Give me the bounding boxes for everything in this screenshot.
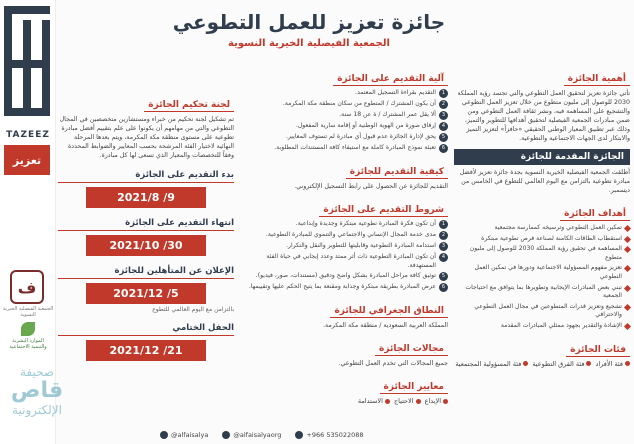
instagram-contact[interactable]: @alfaisalyaorg bbox=[222, 431, 281, 439]
society-logo-icon: ف bbox=[10, 270, 44, 304]
bullet-icon bbox=[624, 265, 631, 272]
intro-heading: الجائزة المقدمة للجائزة bbox=[454, 149, 630, 165]
page-title: جائزة تعزيز للعمل التطوعي bbox=[172, 10, 446, 34]
date-value: 2021/12 /21 bbox=[86, 340, 206, 361]
dot-icon bbox=[625, 361, 630, 366]
criteria-item: الإبداع bbox=[425, 397, 448, 405]
list-item: 6 عرض المبادرة بطريقة مبتكرة وجذابة ومقنعة بما يتيح الحكم عليها وتقييمها. bbox=[240, 283, 448, 292]
conditions-list bbox=[240, 220, 448, 292]
fields-heading: مجالات الجائزة bbox=[375, 343, 448, 356]
dot-icon bbox=[523, 361, 528, 366]
brand-arabic-name: تعزيز bbox=[4, 145, 50, 175]
categories-heading: فئات الجائزة bbox=[566, 344, 630, 357]
criteria-item: الاحتياج bbox=[394, 397, 421, 405]
number-badge: 1 bbox=[439, 89, 448, 98]
date-label: الإعلان عن المتأهلين للجائزة bbox=[58, 264, 234, 279]
how-text: التقديم للجائزة عن الحصول على رابط التسجيل الإلكتروني. bbox=[294, 183, 448, 190]
ministry-name: الموارد البشرية والتنمية الاجتماعية bbox=[9, 338, 47, 350]
number-badge: 3 bbox=[439, 111, 448, 120]
left-column bbox=[58, 92, 234, 361]
date-value: 2021/8 /9 bbox=[86, 187, 206, 208]
middle-column bbox=[240, 66, 448, 405]
criteria-heading: معايير الجائزة bbox=[380, 381, 448, 394]
list-item: تشجيع وتعزيز قدرات المتطوعين في مجال العمل التطوعي والاحترافي bbox=[454, 303, 630, 320]
date-label: بدء التقديم على الجائزة bbox=[58, 168, 234, 183]
brand-latin-name: TAZEEZ bbox=[6, 130, 50, 140]
criteria-list bbox=[240, 397, 448, 405]
number-badge: 2 bbox=[439, 231, 448, 240]
categories-list bbox=[454, 360, 630, 368]
instagram-icon bbox=[222, 431, 230, 439]
scope-text: المملكة العربية السعودية / منطقة مكة المكرمة. bbox=[323, 322, 448, 330]
list-item: 2 مدى خدمة المجال الإنساني والاجتماعي والتنموي للمبادرة التطوعية. bbox=[240, 231, 448, 240]
number-badge: 6 bbox=[439, 283, 448, 292]
category-item: فئة الفرق التطوعية bbox=[532, 360, 591, 368]
how-heading: كيفية التقديم للجائزة bbox=[346, 166, 448, 179]
bullet-icon bbox=[624, 323, 631, 330]
list-item: 3 ألا يقل عمر المشترك / ة عن 18 سنة. bbox=[240, 111, 448, 120]
page-subtitle: الجمعية الفيصلية الخيرية النسوية bbox=[228, 38, 390, 49]
right-column bbox=[454, 66, 630, 368]
list-item: 1 أن تكون فكرة المبادرة تطوعية مبتكرة وجديدة وإبداعية. bbox=[240, 220, 448, 229]
tazeez-logo-mark bbox=[4, 6, 50, 126]
list-item: المساهمة في تحقيق رؤية المملكة 2030 للوصول إلى مليون متطوع bbox=[454, 245, 630, 262]
intro-text: أطلقت الجمعية الفيصلية الخيرية النسوية بجدة جائزة تعزيز لأفضل مبادرة تطوعية بالتزامن مع اليوم العالمي للتطوع في الخامس من ديسمبر. bbox=[459, 169, 630, 194]
goals-list bbox=[454, 224, 630, 331]
number-badge: 1 bbox=[439, 220, 448, 229]
dot-icon bbox=[385, 399, 390, 404]
committee-heading: لجنة تحكيم الجائزة bbox=[144, 99, 234, 112]
twitter-icon bbox=[160, 431, 168, 439]
committee-text: تم تشكيل لجنة تحكيم من خبراء ومستشارين متخصصين في المجال التطوعي والتي من مهامهم أن يكونوا على علم بتقييم أفضل مبادرة تطوعية على مستوى منطقة مكة المكرمة، ويتم بعدها المرحلة النهائية لاختيار الفئة المرشحة بحسب المعايير والضوابط المحددة وفقاً للتخصصات والمعيار الذي تسعى لها كل مبادرة. bbox=[59, 116, 234, 159]
about-text: تأتي جائزة تعزيز لتحقيق العمل التطوعي والتي تجسد رؤية المملكة 2030 للوصول إلى مليون متطوع من خلال تعزيز العمل التطوعي والتشجيع على المساهمة فيه، ونشر ثقافة العمل التطوعي ومن ضمن مبادرات الجمعية الفيصلية لتحقيق أهدافها للتطوير والتميز، وذلك عبر تطبيق المعيار الوطني الحقيقي «حافزاً» لتعزيز التميز والابتكار لدى الجهات الاجتماعية والتطوعية. bbox=[457, 90, 630, 142]
date-value: 2021/12 /5 bbox=[86, 283, 206, 304]
phone-icon bbox=[295, 431, 303, 439]
list-item: استقطاب الطاقات الكامنة لصناعة فرص تطوعية مبتكرة bbox=[454, 235, 630, 244]
watermark bbox=[2, 365, 72, 425]
dot-icon bbox=[416, 399, 421, 404]
phone-contact[interactable]: +966 535022088 bbox=[295, 431, 363, 439]
watermark-big: قاص bbox=[10, 378, 64, 403]
bullet-icon bbox=[624, 225, 631, 232]
bullet-icon bbox=[624, 246, 631, 253]
list-item: 2 أن يكون المشترك / المتطوع من سكان منطقة مكة المكرمة. bbox=[240, 100, 448, 109]
list-item: 6 تعبئة نموذج المبادرة كاملة مع استيفاء كافة المستندات المطلوبة. bbox=[240, 144, 448, 153]
twitter-contact[interactable]: @alfaisalya bbox=[160, 431, 208, 439]
number-badge: 4 bbox=[439, 122, 448, 131]
brand-strip bbox=[0, 0, 64, 444]
bullet-icon bbox=[624, 285, 631, 292]
category-item: فئة الأفراد bbox=[595, 360, 630, 368]
number-badge: 2 bbox=[439, 100, 448, 109]
date-note: بالتزامن مع اليوم العالمي للتطوع bbox=[152, 306, 234, 313]
mechanism-list bbox=[240, 89, 448, 153]
number-badge: 3 bbox=[439, 242, 448, 251]
list-item: 3 استدامة المبادرة التطوعية وقابليتها للتطوير والنقل والتكرار. bbox=[240, 242, 448, 251]
bullet-icon bbox=[624, 236, 631, 243]
list-item: تمكين العمل التطوعي وترسيخه كممارسة مجتمعية bbox=[454, 224, 630, 233]
number-badge: 6 bbox=[439, 144, 448, 153]
bullet-icon bbox=[624, 304, 631, 311]
society-logo-caption: الجمعية الفيصلية الخيرية النسوية bbox=[2, 306, 54, 318]
number-badge: 4 bbox=[439, 253, 448, 262]
category-item: فئة المسؤولية المجتمعية bbox=[455, 360, 528, 368]
contact-footer bbox=[60, 428, 630, 442]
list-item: 5 توثيق كافة مراحل المبادرة بشكل واضح ودقيق (مستندات، صور، فيديو). bbox=[240, 272, 448, 281]
leaf-icon bbox=[21, 322, 35, 336]
fields-text: جميع المجالات التي تخدم العمل التطوعي. bbox=[338, 360, 448, 368]
ministry-logo bbox=[6, 322, 50, 352]
watermark-bottom: الإلكترونية bbox=[12, 403, 62, 417]
number-badge: 5 bbox=[439, 133, 448, 142]
scope-heading: النطاق الجغرافي للجائزة bbox=[330, 305, 448, 318]
dot-icon bbox=[443, 399, 448, 404]
watermark-top: صحيفة bbox=[19, 365, 55, 379]
number-badge: 5 bbox=[439, 272, 448, 281]
conditions-heading: شروط التقديم على الجائزة bbox=[319, 204, 448, 217]
dot-icon bbox=[586, 361, 591, 366]
about-heading: أهمية الجائزة bbox=[564, 73, 630, 86]
goals-heading: أهداف الجائزة bbox=[560, 208, 630, 221]
mechanism-heading: آلية التقديم على الجائزة bbox=[333, 73, 448, 86]
date-value: 2021/10 /30 bbox=[86, 235, 206, 256]
list-item: 5 يحق لإدارة الجائزة عدم قبول أي مبادرة لم تستوف المعايير. bbox=[240, 133, 448, 142]
list-item: تبني بعض المبادرات الإيجابية وتطويرها بما يتوافق مع احتياجات الجمعية bbox=[454, 284, 630, 301]
date-label: الحفل الختامي bbox=[58, 321, 234, 336]
list-item: 4 إرفاق صورة من الهوية الوطنية أو إقامة سارية المفعول. bbox=[240, 122, 448, 131]
criteria-item: الاستدامة bbox=[358, 397, 390, 405]
list-item: 1 التقديم بقراءة التسجيل المعتمد. bbox=[240, 89, 448, 98]
date-label: انتهاء التقديم على الجائزة bbox=[58, 216, 234, 231]
list-item: 4 أن تكون المبادرة التطوعية ذات أثر ممتد وعدد إيجابي في حياة الفئة المستهدفة. bbox=[240, 253, 448, 270]
list-item: تعزيز مفهوم المسؤولية الاجتماعية ودورها في تمكين العمل التطوعي bbox=[454, 264, 630, 281]
list-item: الإشادة والتقدير بجهود ممثلي المبادرات المقدمة bbox=[454, 322, 630, 331]
